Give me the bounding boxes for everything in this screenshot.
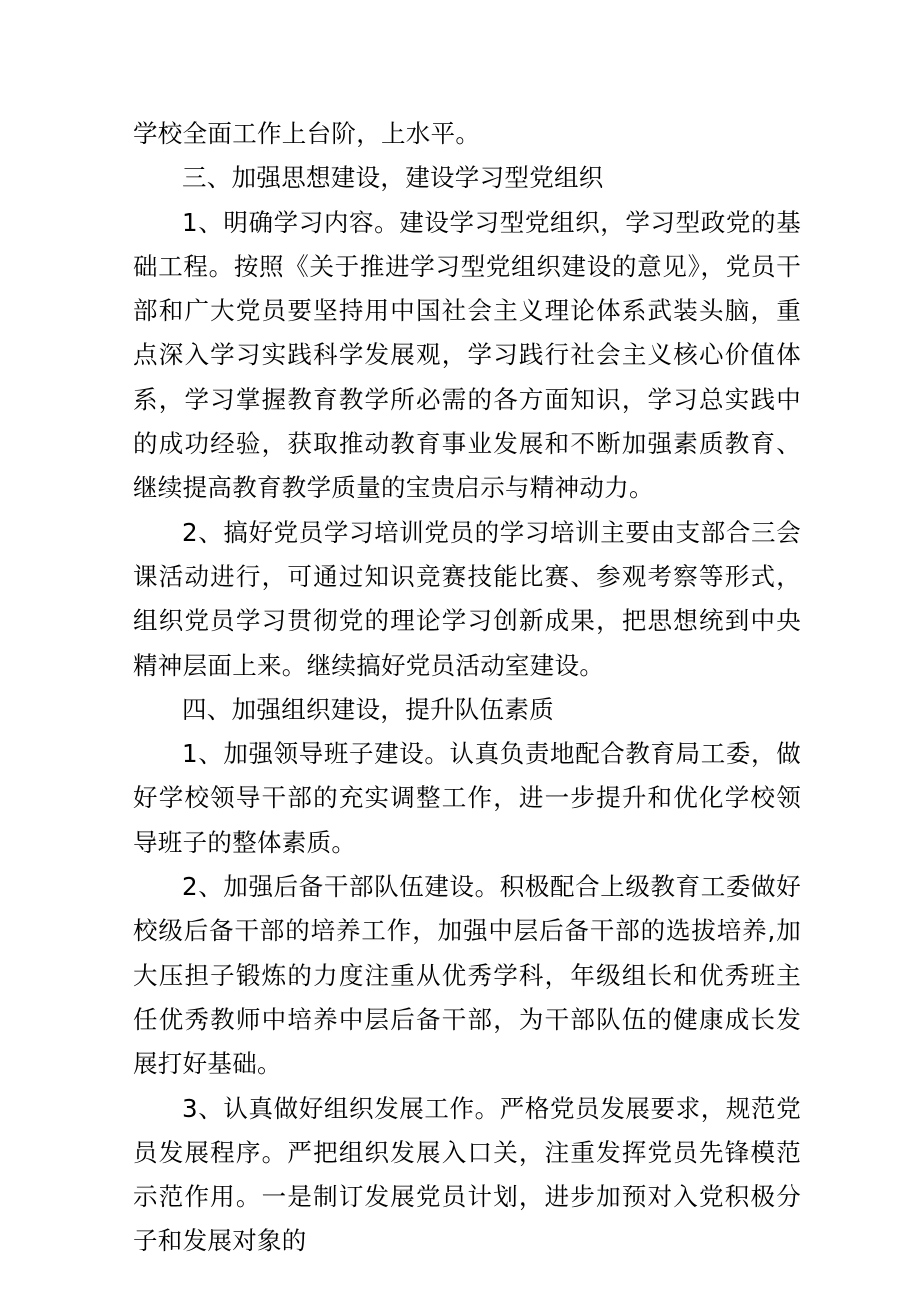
section-heading-four: 四、加强组织建设，提升队伍素质	[182, 694, 554, 724]
section-heading-three: 三、加强思想建设，建设学习型党组织	[182, 163, 604, 193]
document-body	[133, 112, 801, 1264]
paragraph-organization-development: 3、认真做好组织发展工作。严格党员发展要求，规范党员发展程序。严把组织发展入口关，注重发挥党员先锋模范示范作用。一是制订发展党员计划，进步加预对入党积极分子和发展对象的	[133, 1093, 801, 1256]
paragraph-study-content: 1、明确学习内容。建设学习型党组织，学习型政党的基础工程。按照《关于推进学习型党组织建设的意见》，党员干部和广大党员要坚持用中国社会主义理论体系武装头脑，重点深入学习实践科学发展观，学习践行社会主义核心价值体系，学习掌握教育教学所必需的各方面知识，学习总实践中的成功经验，获取推动教育事业发展和不断加强素质教育、继续提高教育教学质量的宝贵启示与精神动力。	[133, 207, 801, 503]
paragraph-continuation: 学校全面工作上台阶，上水平。	[133, 119, 481, 148]
paragraph-member-training: 2、搞好党员学习培训党员的学习培训主要由支部合三会课活动进行，可通过知识竞赛技能比赛、参观考察等形式，组织党员学习贯彻党的理论学习创新成果，把思想统到中央精神层面上来。继续搞好党员活动室建设。	[133, 517, 801, 680]
paragraph-leadership: 1、加强领导班子建设。认真负责地配合教育局工委，做好学校领导干部的充实调整工作，进一步提升和优化学校领导班子的整体素质。	[133, 739, 801, 857]
paragraph-reserve-cadres: 2、加强后备干部队伍建设。积极配合上级教育工委做好校级后备干部的培养工作，加强中层后备干部的选拔培养,加大压担子锻炼的力度注重从优秀学科，年级组长和优秀班主任优秀教师中培养中层后备干部，为干部队伍的健康成长发展打好基础。	[133, 872, 801, 1079]
